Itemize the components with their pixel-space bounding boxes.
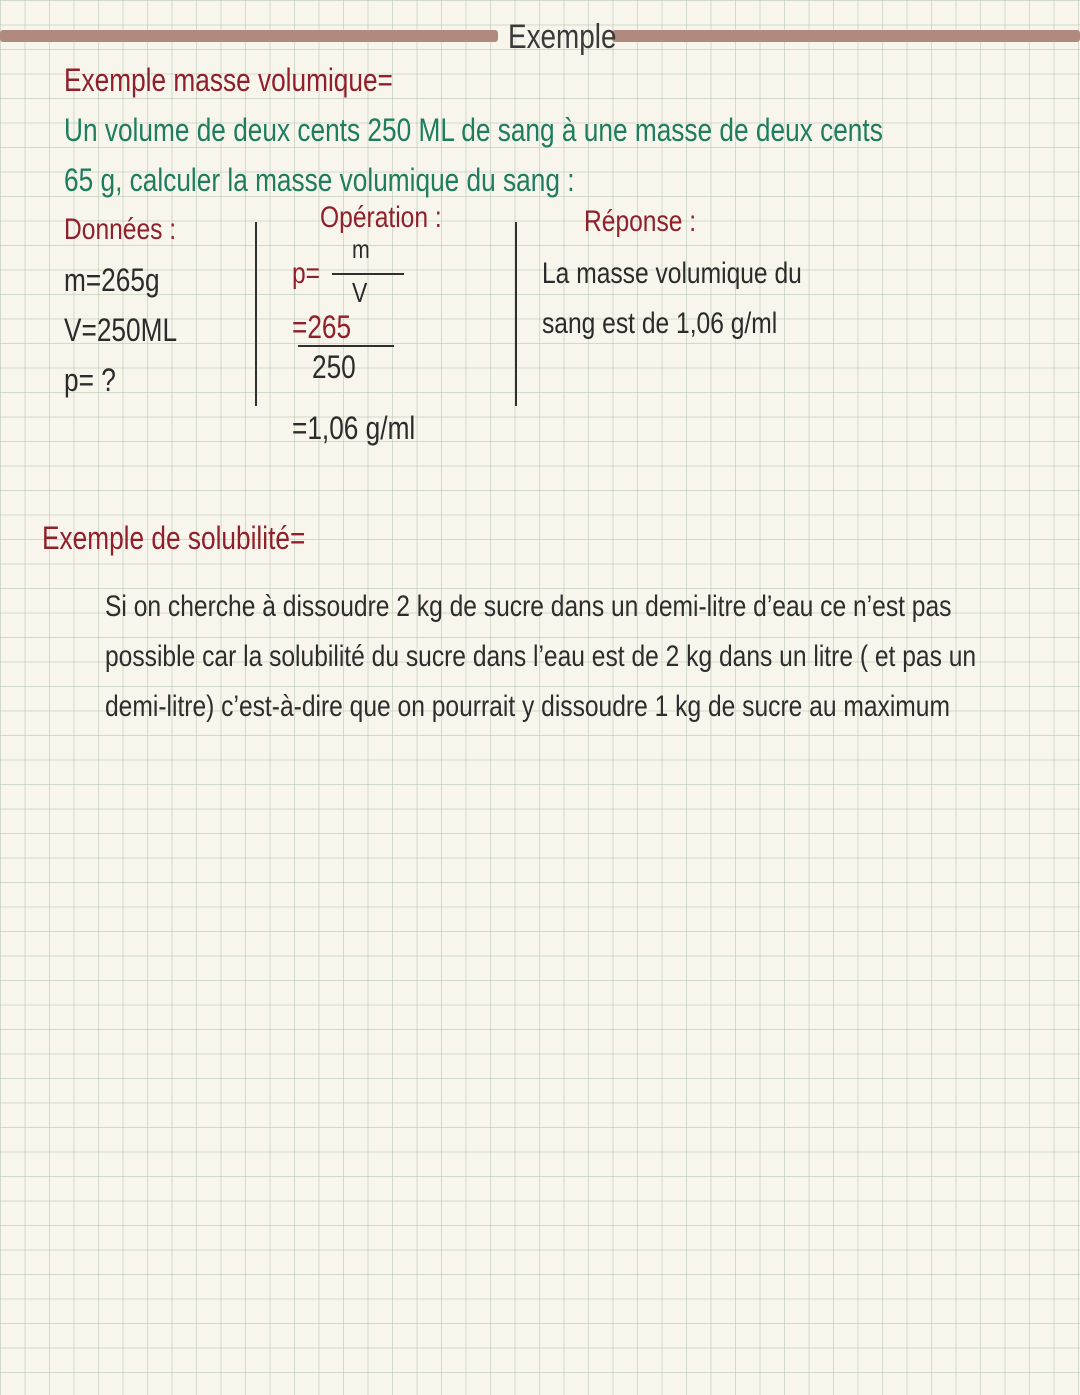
solubilite-heading: Exemple de solubilité= [42, 520, 306, 556]
solubilite-paragraph [105, 582, 1025, 732]
header-bar-right [612, 30, 1080, 42]
formula-prefix: p= [292, 257, 321, 290]
formula-fraction-line [332, 273, 404, 275]
column-separator-2 [515, 222, 517, 406]
step-numerator: =265 [292, 309, 352, 345]
formula-numerator: m [352, 234, 370, 264]
reponse-line-1: La masse volumique du [542, 257, 802, 290]
operation-label: Opération : [320, 201, 442, 234]
column-separator-1 [255, 222, 257, 406]
step-denominator: 250 [312, 349, 356, 385]
formula-denominator: V [352, 277, 368, 308]
reponse-line-2: sang est de 1,06 g/ml [542, 307, 778, 340]
donnees-v: V=250ML [64, 312, 178, 348]
donnees-label: Données : [64, 213, 177, 246]
operation-result: =1,06 g/ml [292, 410, 416, 446]
page-title: Exemple [508, 18, 617, 56]
header-bar-left [0, 30, 498, 42]
donnees-p: p= ? [64, 362, 116, 398]
masse-volumique-heading: Exemple masse volumique= [64, 62, 393, 98]
problem-line-2: 65 g, calculer la masse volumique du sang : [64, 162, 575, 198]
problem-line-1: Un volume de deux cents 250 ML de sang à une masse de deux cents [64, 112, 883, 148]
step-fraction-line [298, 345, 394, 347]
reponse-label: Réponse : [584, 205, 697, 238]
donnees-m: m=265g [64, 262, 160, 298]
solubilite-text: Si on cherche à dissoudre 2 kg de sucre dans un demi-litre d’eau ce n’est pas possible car la solubilité du sucre dans l’eau est de 2 kg dans un litre ( et pas un demi-litre) c’est-à-dire que on pourrait y dissoudre 1 kg de sucre au maximum [105, 590, 977, 723]
